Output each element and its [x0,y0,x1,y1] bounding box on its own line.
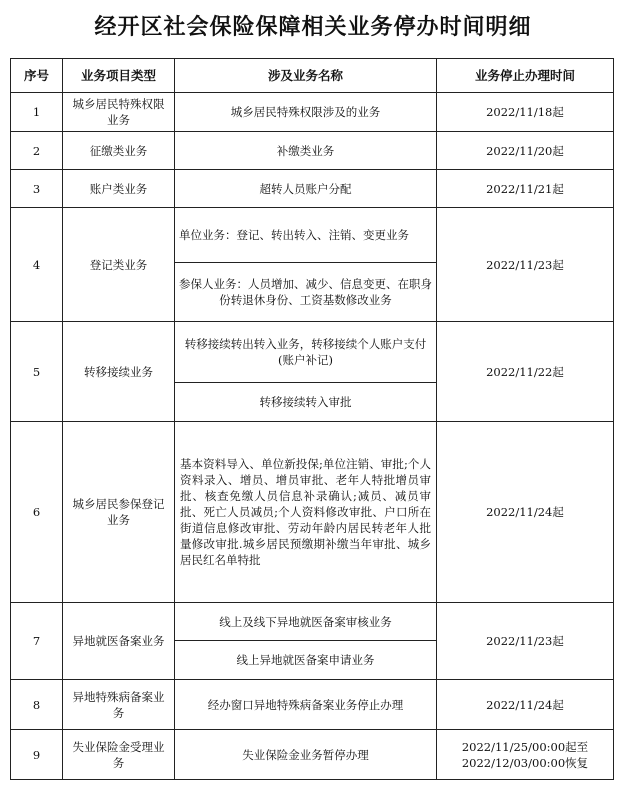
row-biz: 线上异地就医备案申请业务 [175,641,437,680]
row-time: 2022/11/18起 [437,93,614,132]
table-row [11,322,614,383]
table-header-row [11,59,614,93]
row-biz: 经办窗口异地特殊病备案业务停止办理 [175,680,437,730]
header-type: 业务项目类型 [63,59,175,93]
row-type: 账户类业务 [63,170,175,208]
business-suspension-table [10,58,614,780]
row-no: 6 [11,422,63,603]
row-time: 2022/11/24起 [437,422,614,603]
row-type: 失业保险金受理业务 [63,730,175,780]
row-no: 1 [11,93,63,132]
row-no: 3 [11,170,63,208]
table-row [11,132,614,170]
row-no: 5 [11,322,63,422]
row-time: 2022/11/23起 [437,208,614,322]
row-biz: 超转人员账户分配 [175,170,437,208]
header-no: 序号 [11,59,63,93]
row-no: 4 [11,208,63,322]
row-biz: 补缴类业务 [175,132,437,170]
header-biz: 涉及业务名称 [175,59,437,93]
page-title: 经开区社会保险保障相关业务停办时间明细 [94,15,532,40]
table-row [11,422,614,603]
row-time: 2022/11/20起 [437,132,614,170]
table-row [11,603,614,641]
row-type: 城乡居民特殊权限业务 [63,93,175,132]
table-row [11,170,614,208]
table-row [11,730,614,780]
row-no: 9 [11,730,63,780]
row-biz: 单位业务：登记、转出转入、注销、变更业务 [175,208,437,263]
row-biz: 城乡居民特殊权限涉及的业务 [175,93,437,132]
row-time: 2022/11/24起 [437,680,614,730]
row-biz: 失业保险金业务暂停办理 [175,730,437,780]
table-row [11,93,614,132]
row-time [437,730,614,780]
row-time-end: 2022/12/03/00:00恢复 [461,755,589,770]
row-biz: 参保人业务：人员增加、减少、信息变更、在职身份转退休身份、工资基数修改业务 [175,263,437,322]
row-time: 2022/11/22起 [437,322,614,422]
row-no: 7 [11,603,63,680]
row-biz: 线上及线下异地就医备案审核业务 [175,603,437,641]
row-biz: 转移接续转入审批 [175,383,437,422]
row-type: 登记类业务 [63,208,175,322]
row-type: 异地就医备案业务 [63,603,175,680]
table-row [11,208,614,263]
row-no: 8 [11,680,63,730]
row-type: 征缴类业务 [63,132,175,170]
row-time-start: 2022/11/25/00:00起至 [461,739,589,754]
row-biz: 转移接续转出转入业务，转移接续个人账户支付(账户补记) [175,322,437,383]
row-type: 异地特殊病备案业务 [63,680,175,730]
row-time: 2022/11/21起 [437,170,614,208]
row-type: 转移接续业务 [63,322,175,422]
table-row [11,680,614,730]
header-time: 业务停止办理时间 [437,59,614,93]
row-biz: 基本资料导入、单位新投保;单位注销、审批;个人资料录入、增员、增员审批、老年人特批增员审批、核查免缴人员信息补录确认;减员、减员审批、死亡人员减员;个人资料修改审批、户口所在街道信息修改审批、劳动年龄内居民转老年人批量修改审批.城乡居民预缴期补缴当年审批、城乡居民红名单特批 [175,422,437,603]
row-type: 城乡居民参保登记业务 [63,422,175,603]
row-no: 2 [11,132,63,170]
row-time: 2022/11/23起 [437,603,614,680]
